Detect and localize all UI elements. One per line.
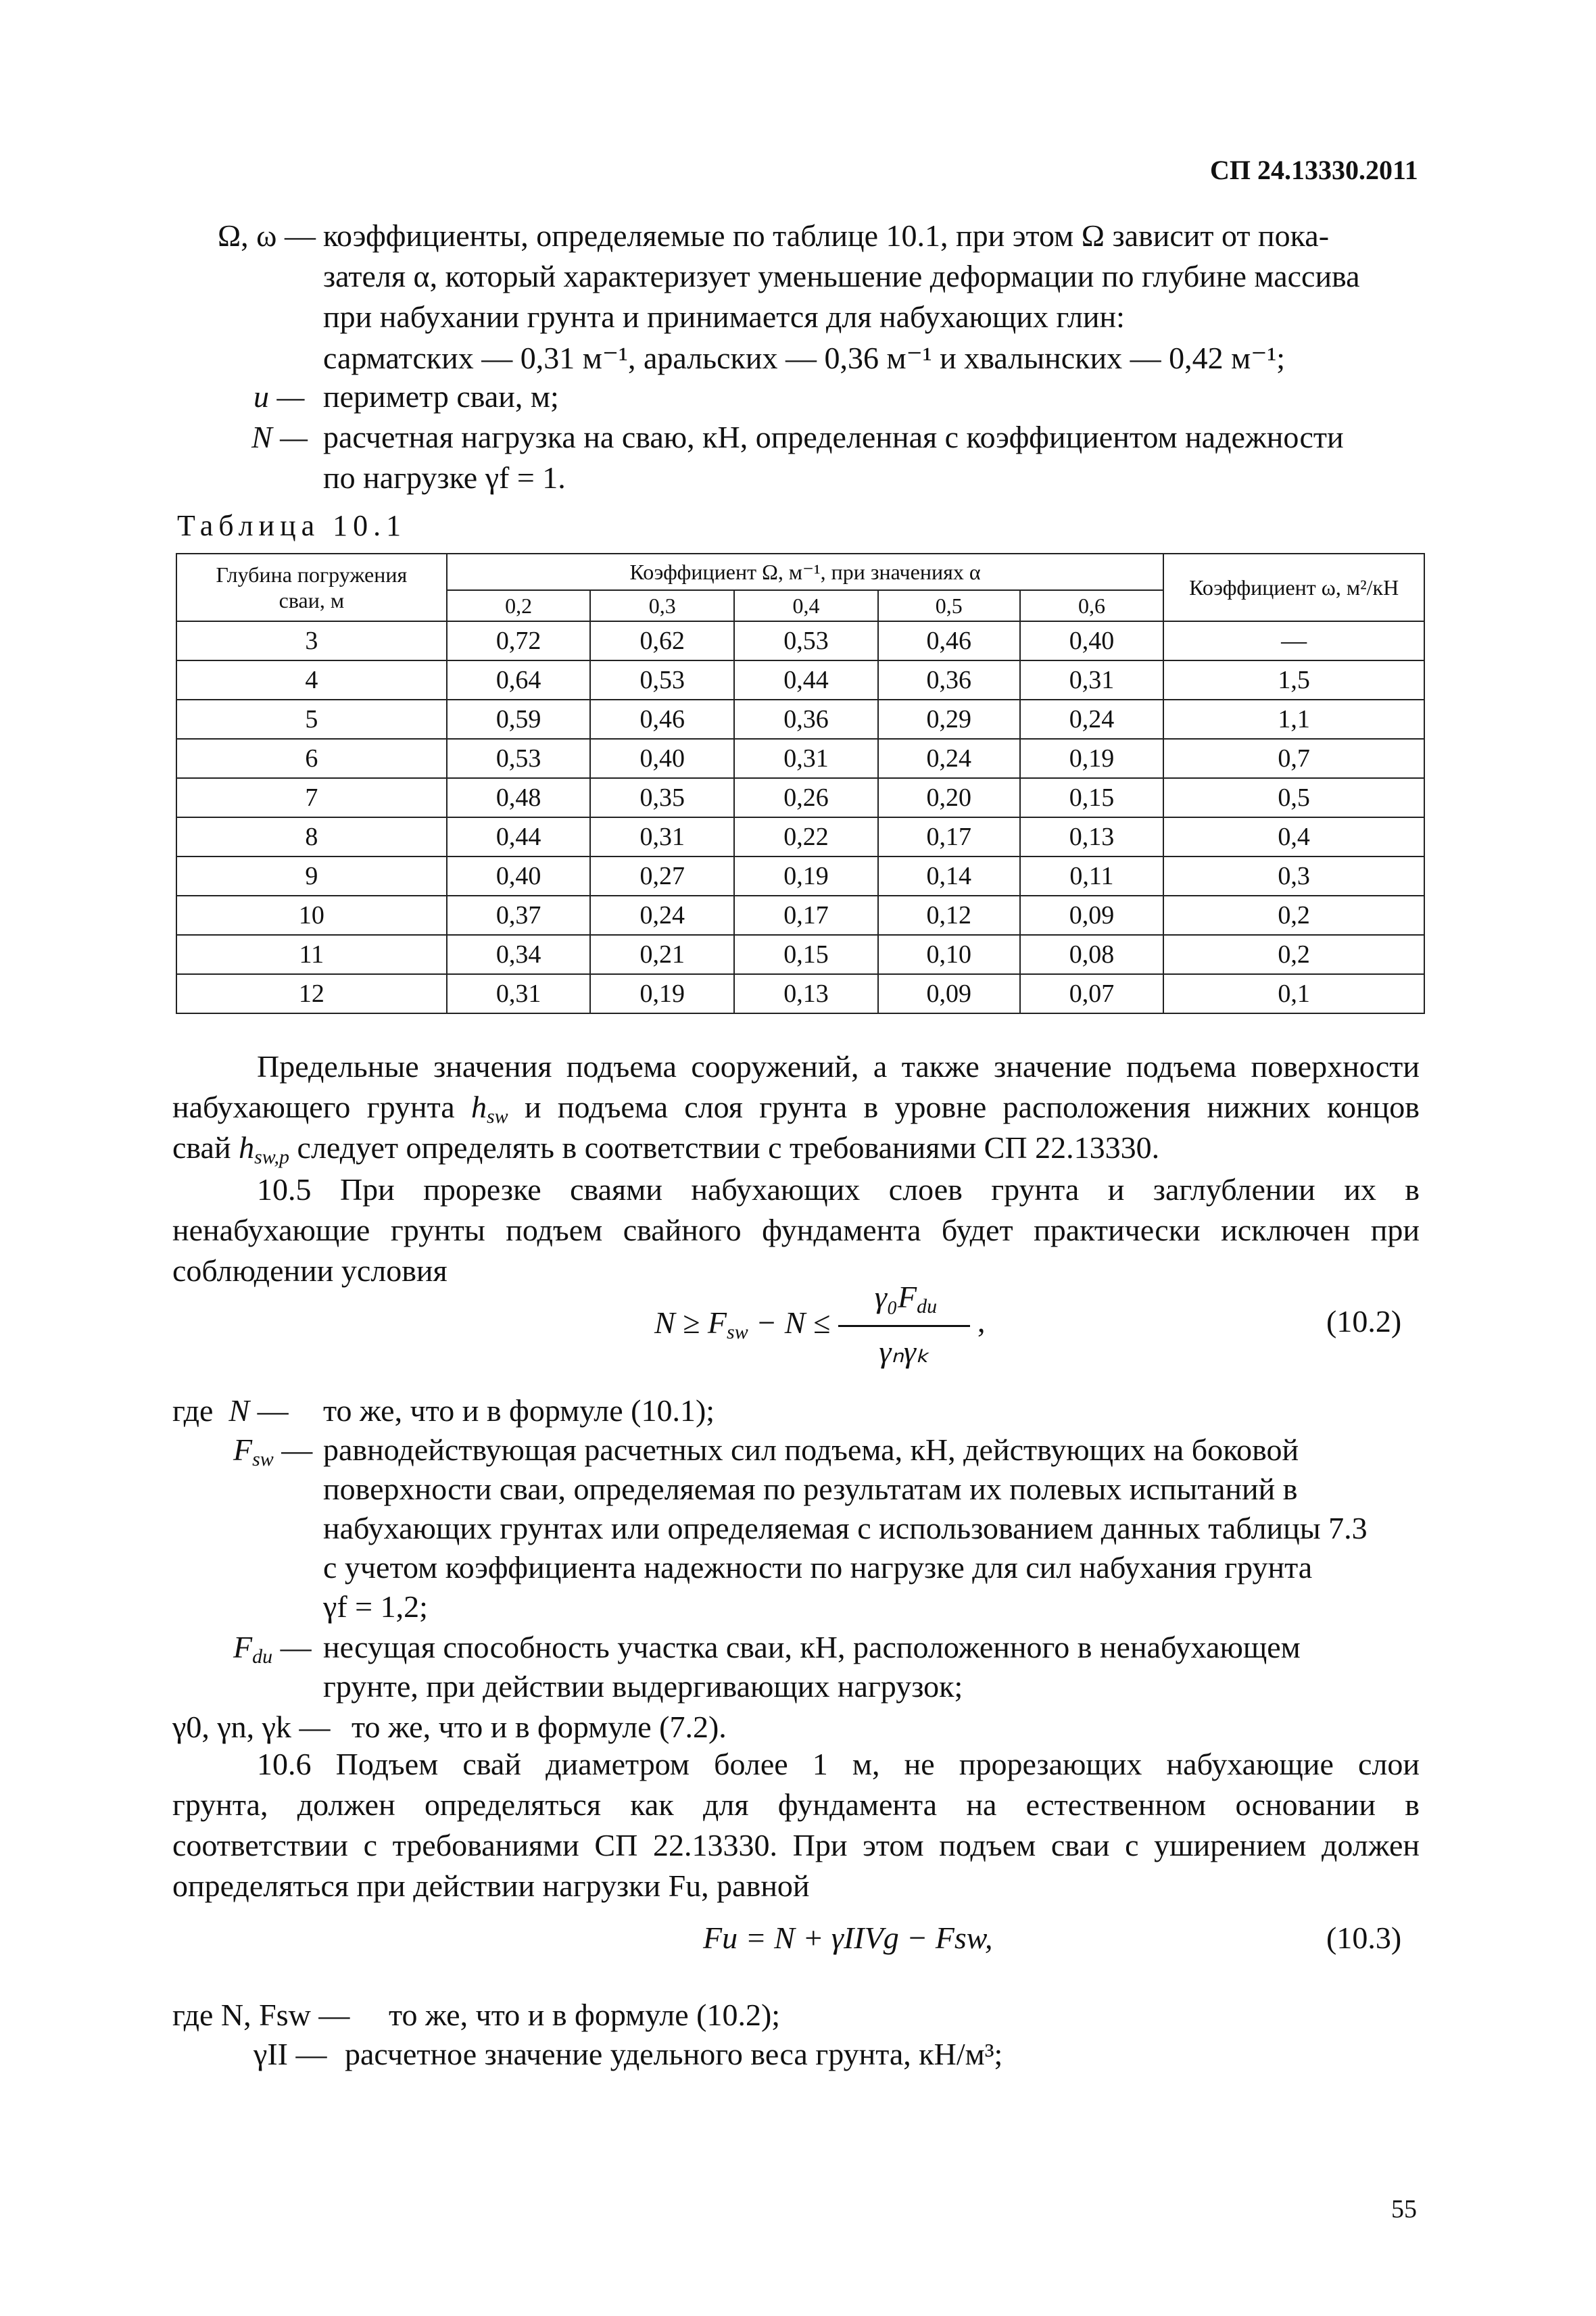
table-cell: 0,27 [590,857,734,896]
table-cell: 0,59 [447,700,591,739]
equation-10-2-lhs [654,1305,830,1341]
table-cell: 0,36 [878,660,1020,700]
para-line: соответствии с требованиями СП 22.13330. При этом подъем сваи с уширением должен [172,1828,1420,1862]
table-cell: 0,2 [1163,935,1424,974]
def-omega-symbol: Ω, ω — [218,218,316,253]
table-caption: Таблица 10.1 [177,509,407,542]
table-cell: 0,31 [590,817,734,857]
table-cell: 0,53 [590,660,734,700]
document-code-header: СП 24.13330.2011 [1210,155,1418,185]
def-gamma-ii-symbol: γII — [253,2037,327,2071]
table-cell: 0,19 [590,974,734,1013]
para-line: 10.5 При прорезке сваями набухающих слоев грунта и заглублении их в [257,1172,1420,1207]
equation-10-2-fraction-bar [838,1325,970,1327]
table-cell: 5 [176,700,447,739]
table-cell: 0,37 [447,896,591,935]
equation-10-2-numerator [838,1279,973,1318]
table-row [176,935,1424,974]
alpha-header: 0,4 [734,590,878,621]
table-cell: 0,3 [1163,857,1424,896]
table-cell: 0,15 [1020,778,1164,817]
paragraph-10-5 [172,1169,1420,1291]
sym-text: F [233,1630,253,1664]
alpha-header: 0,2 [447,590,591,621]
table-cell: 0,07 [1020,974,1164,1013]
def-n-symbol: где N — [172,1393,289,1428]
alpha-header: 0,3 [590,590,734,621]
def-fsw-line: γf = 1,2; [323,1589,428,1624]
table-cell: 0,13 [734,974,878,1013]
table-cell: 0,17 [878,817,1020,857]
table-cell: 0,48 [447,778,591,817]
sym-sub: sw [252,1448,274,1470]
table-cell: 0,1 [1163,974,1424,1013]
para-text: набухающего грунта [172,1090,455,1124]
table-cell: 0,53 [734,621,878,660]
table-cell: 0,53 [447,739,591,778]
paragraph-limits [172,1046,1420,1168]
table-cell: 0,35 [590,778,734,817]
table-row [176,817,1424,857]
para-line: грунта, должен определяться как для фундамента на естественном основании в [172,1787,1420,1822]
table-row [176,621,1424,660]
def-gamma-line: то же, что и в формуле (7.2). [352,1710,727,1744]
def-omega-line: зателя α, который характеризует уменьшение деформации по глубине массива [323,259,1360,293]
def-omega-line: коэффициенты, определяемые по таблице 10.1, при этом Ω зависит от пока- [323,218,1330,253]
sym-dash: — [273,1432,313,1467]
page-number: 55 [1391,2195,1417,2223]
table-cell: 0,08 [1020,935,1164,974]
eq-text: γ₀F [874,1280,917,1314]
table-cell: 0,31 [1020,660,1164,700]
def-fdu-line: грунте, при действии выдергивающих нагрузок; [323,1669,963,1704]
col-depth-header: Глубина погружения сваи, м [176,554,447,621]
def-fsw-symbol [233,1432,312,1468]
table-cell: 0,24 [1020,700,1164,739]
def-n-symbol: N — [251,420,308,454]
table-cell: 1,5 [1163,660,1424,700]
table-cell: 1,1 [1163,700,1424,739]
table-cell: 0,12 [878,896,1020,935]
def-gamma-ii-line: расчетное значение удельного веса грунта, кН/м³; [345,2037,1003,2071]
para-line [172,1128,1420,1168]
table-cell: — [1163,621,1424,660]
table-cell: 0,40 [1020,621,1164,660]
table-cell: 0,19 [734,857,878,896]
table-cell: 0,14 [878,857,1020,896]
table-cell: 12 [176,974,447,1013]
para-line: определяться при действии нагрузки Fu, равной [172,1868,810,1903]
para-line: 10.6 Подъем свай диаметром более 1 м, не прорезающих набухающие слои [257,1747,1420,1781]
table-cell: 0,26 [734,778,878,817]
table-cell: 0,31 [447,974,591,1013]
equation-10-2-comma: , [977,1304,986,1338]
table-cell: 0,11 [1020,857,1164,896]
def-omega-line: сарматских — 0,31 м⁻¹, аральских — 0,36 м⁻¹ и хвалынских — 0,42 м⁻¹; [323,341,1286,375]
symbol-hsw: $h_{sw}$ [470,1090,508,1128]
table-cell: 0,10 [878,935,1020,974]
def-n-line: по нагрузке γf = 1. [323,460,566,495]
sym-sub: du [252,1645,273,1668]
table-cell: 0,40 [590,739,734,778]
para-text: и подъема слоя грунта в уровне расположения нижних концов [524,1090,1420,1124]
table-row [176,660,1424,700]
alpha-header: 0,5 [878,590,1020,621]
table-cell: 0,4 [1163,817,1424,857]
table-cell: 6 [176,739,447,778]
def-fsw-line: с учетом коэффициента надежности по нагрузке для сил набухания грунта [323,1550,1313,1585]
eq-text: N ≥ F [654,1305,727,1340]
table-cell: 4 [176,660,447,700]
table-cell: 7 [176,778,447,817]
def-fsw-line: равнодействующая расчетных сил подъема, кН, действующих на боковой [323,1432,1299,1467]
table-cell: 0,62 [590,621,734,660]
table-cell: 0,2 [1163,896,1424,935]
table-cell: 0,24 [590,896,734,935]
para-text: следует определять в соответствии с требованиями СП 22.13330. [297,1130,1160,1165]
def-u-symbol: u — [253,379,305,414]
def-gamma-symbol: γ0, γn, γk — [172,1710,331,1744]
table-cell: 0,72 [447,621,591,660]
equation-10-3-number: (10.3) [1326,1921,1402,1955]
para-line: Предельные значения подъема сооружений, а также значение подъема поверхности [257,1049,1420,1084]
table-cell: 0,22 [734,817,878,857]
table-cell: 0,36 [734,700,878,739]
table-row [176,857,1424,896]
def-n-fsw-symbol: где N, Fsw — [172,1998,350,2032]
def-fsw-line: набухающих грунтах или определяемая с использованием данных таблицы 7.3 [323,1511,1368,1545]
sym-dash: — [272,1630,312,1664]
para-text: свай [172,1130,231,1165]
col-w-header: Коэффициент ω, м²/кН [1163,554,1424,621]
paragraph-10-6 [172,1744,1420,1906]
col-omega-header: Коэффициент Ω, м⁻¹, при значениях α [447,554,1164,590]
def-omega-line: при набухании грунта и принимается для набухающих глин: [323,299,1125,334]
table-row [176,974,1424,1013]
table-cell: 0,21 [590,935,734,974]
table-cell: 0,5 [1163,778,1424,817]
table-cell: 10 [176,896,447,935]
equation-10-2-number: (10.2) [1326,1304,1402,1338]
table-cell: 8 [176,817,447,857]
alpha-header: 0,6 [1020,590,1164,621]
table-cell: 0,34 [447,935,591,974]
para-line [172,1087,1420,1128]
table-cell: 0,19 [1020,739,1164,778]
eq-text: − N ≤ [748,1305,831,1340]
table-cell: 0,15 [734,935,878,974]
def-fdu-symbol [233,1629,312,1668]
table-cell: 0,7 [1163,739,1424,778]
coefficients-table [176,553,1425,1014]
sym-text: F [233,1432,253,1467]
table-cell: 0,09 [878,974,1020,1013]
table-cell: 0,17 [734,896,878,935]
table-cell: 0,44 [734,660,878,700]
def-n-line: то же, что и в формуле (10.1); [323,1393,715,1428]
def-n-line: расчетная нагрузка на сваю, кН, определенная с коэффициентом надежности [323,420,1344,454]
table-cell: 0,24 [878,739,1020,778]
table-cell: 0,46 [590,700,734,739]
table-cell: 9 [176,857,447,896]
equation-10-2-denominator: γₙγₖ [879,1334,929,1369]
table-cell: 0,46 [878,621,1020,660]
table-row [176,700,1424,739]
para-line: соблюдении условия [172,1253,448,1288]
symbol-hswp: $h_{sw,p}$ [239,1130,290,1168]
table-cell: 0,44 [447,817,591,857]
table-cell: 11 [176,935,447,974]
table-row [176,778,1424,817]
def-u-line: периметр сваи, м; [323,379,559,414]
def-n-fsw-line: то же, что и в формуле (10.2); [389,1998,781,2032]
table-cell: 0,40 [447,857,591,896]
def-fdu-line: несущая способность участка сваи, кН, расположенного в ненабухающем [323,1630,1301,1664]
para-line: ненабухающие грунты подъем свайного фундамента будет практически исключен при [172,1213,1420,1247]
table-cell: 3 [176,621,447,660]
table-cell: 0,64 [447,660,591,700]
table-cell: 0,29 [878,700,1020,739]
table-row [176,896,1424,935]
eq-sub: du [917,1295,938,1318]
table-cell: 0,13 [1020,817,1164,857]
table-cell: 0,31 [734,739,878,778]
def-fsw-line: поверхности сваи, определяемая по результатам их полевых испытаний в [323,1472,1298,1506]
eq-sub: sw [727,1321,748,1343]
table-body [176,621,1424,1013]
equation-10-3: Fu = N + γIIVg − Fsw, [703,1921,993,1955]
table-row [176,739,1424,778]
table-cell: 0,09 [1020,896,1164,935]
table-cell: 0,20 [878,778,1020,817]
